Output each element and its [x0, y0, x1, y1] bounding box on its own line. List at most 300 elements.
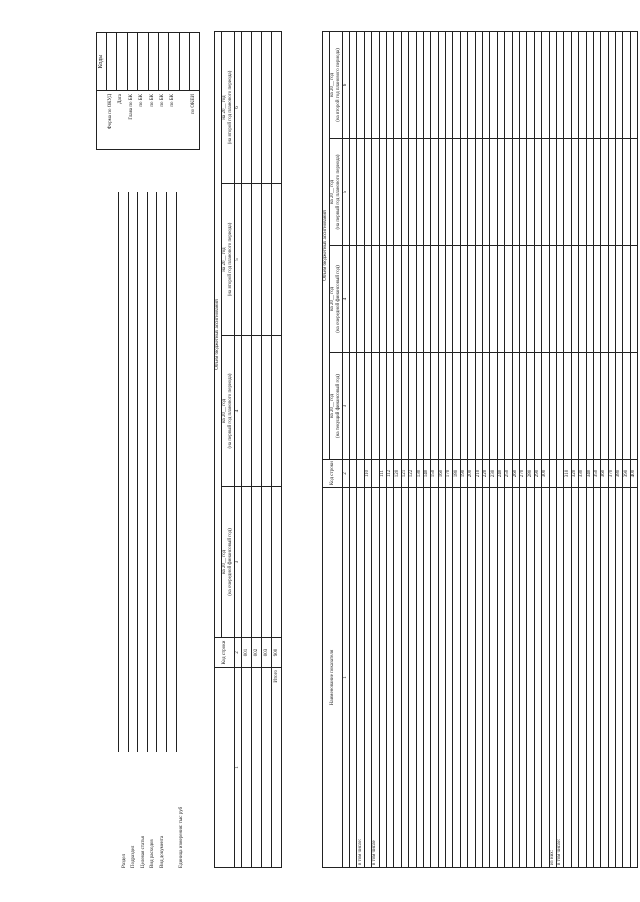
section11-value-cell[interactable] [372, 139, 379, 246]
section11-row-name [490, 488, 497, 868]
section1-row [262, 32, 272, 868]
section11-value-cell[interactable] [364, 246, 371, 353]
section1-value-cell[interactable] [272, 32, 282, 184]
section11-row-code [549, 460, 556, 488]
section11-value-cell[interactable] [468, 32, 475, 139]
section11-value-cell[interactable] [601, 246, 608, 353]
section11-value-cell[interactable] [483, 139, 490, 246]
section1-row-name: Итого [272, 668, 282, 868]
section11-value-cell[interactable] [357, 353, 364, 460]
section11-value-cell[interactable] [453, 353, 460, 460]
section11-year-header [330, 353, 343, 460]
section11-row [623, 32, 630, 868]
section11-row [423, 32, 430, 868]
header-field-label: Единица измерения: тыс руб [179, 806, 185, 868]
section11-value-cell[interactable] [401, 32, 408, 139]
section11-row [438, 32, 445, 868]
section11-row-name [423, 488, 430, 868]
section11-value-cell[interactable] [571, 139, 578, 246]
section11-value-cell[interactable] [608, 139, 615, 246]
section11-value-cell[interactable] [579, 32, 586, 139]
section11-value-cell[interactable] [630, 353, 637, 460]
section11-value-cell[interactable] [564, 246, 571, 353]
section11-col-number: 4 [343, 246, 350, 353]
section11-row [601, 32, 608, 868]
section11-value-cell[interactable] [423, 139, 430, 246]
section11-value-cell[interactable] [497, 139, 504, 246]
section11-row [556, 32, 563, 868]
section11-value-cell[interactable] [490, 246, 497, 353]
section11-num-name: 1 [343, 488, 350, 868]
section11-value-cell[interactable] [350, 246, 357, 353]
section11-value-cell[interactable] [497, 353, 504, 460]
section11-row [586, 32, 593, 868]
section11-value-cell[interactable] [490, 353, 497, 460]
section1-value-cell[interactable] [242, 487, 252, 638]
section1-row [252, 32, 262, 868]
section11-row [608, 32, 615, 868]
section11-value-cell[interactable] [527, 32, 534, 139]
section11-row-code: 220 [483, 460, 490, 488]
section11-value-cell[interactable] [579, 353, 586, 460]
section11-value-cell[interactable] [542, 353, 549, 460]
section11-value-cell[interactable] [571, 353, 578, 460]
section11-value-cell[interactable] [460, 32, 467, 139]
section11-row-name [586, 488, 593, 868]
section11-value-cell[interactable] [446, 246, 453, 353]
section1-row [272, 32, 282, 868]
section11-value-cell[interactable] [364, 353, 371, 460]
section11-row [350, 32, 357, 868]
section11-value-cell[interactable] [534, 353, 541, 460]
section11-row-code: 280 [527, 460, 534, 488]
section11-value-cell[interactable] [512, 246, 519, 353]
section11-value-cell[interactable] [394, 139, 401, 246]
section1-value-cell[interactable] [262, 336, 272, 487]
section11-value-cell[interactable] [416, 246, 423, 353]
section11-value-cell[interactable] [386, 353, 393, 460]
section1-year-note: (на второй год планового периода) [228, 70, 233, 145]
section11-row-code: 290 [534, 460, 541, 488]
section11-value-cell[interactable] [446, 139, 453, 246]
section11-value-cell[interactable] [512, 139, 519, 246]
section11-value-cell[interactable] [394, 32, 401, 139]
section11-row-name [468, 488, 475, 868]
section11-row-name [416, 488, 423, 868]
section11-year: на 20__ год [330, 286, 335, 312]
section11-row-name [394, 488, 401, 868]
section11-value-cell[interactable] [468, 353, 475, 460]
section11-value-cell[interactable] [409, 353, 416, 460]
section11-row [386, 32, 393, 868]
section11-value-cell[interactable] [593, 353, 600, 460]
section1-value-cell[interactable] [262, 184, 272, 336]
section11-value-cell[interactable] [616, 246, 623, 353]
section11-value-cell[interactable] [556, 353, 563, 460]
section1-value-cell[interactable] [262, 32, 272, 184]
section11-row-code: 300 [542, 460, 549, 488]
section11-value-cell[interactable] [527, 246, 534, 353]
section11-row [527, 32, 534, 868]
section11-row [364, 32, 371, 868]
section11-row-code: 250 [505, 460, 512, 488]
section11-value-cell[interactable] [364, 32, 371, 139]
section1-row-name [252, 668, 262, 868]
section11-value-cell[interactable] [623, 353, 630, 460]
section11-value-cell[interactable] [379, 246, 386, 353]
section11-value-cell[interactable] [601, 353, 608, 460]
section1-year-note: (на очередной финансовый год) [228, 528, 233, 596]
section11-value-cell[interactable] [423, 32, 430, 139]
section11-value-cell[interactable] [409, 139, 416, 246]
section11-value-cell[interactable] [512, 353, 519, 460]
section1-col-number: 5 [235, 184, 242, 336]
section11-row [497, 32, 504, 868]
section1-year: на 20__ год [222, 549, 227, 575]
section11-value-cell[interactable] [416, 353, 423, 460]
section11-value-cell[interactable] [608, 353, 615, 460]
section11-value-cell[interactable] [357, 32, 364, 139]
section11-row-name [497, 488, 504, 868]
section11-row-code: 160 [438, 460, 445, 488]
section11-value-cell[interactable] [586, 353, 593, 460]
section11-value-cell[interactable] [386, 32, 393, 139]
section11-col-number: 6 [343, 32, 350, 139]
section11-value-cell[interactable] [475, 353, 482, 460]
codes-row-label: Глава по БК [128, 94, 134, 120]
section11-value-cell[interactable] [438, 246, 445, 353]
section11-value-cell[interactable] [616, 353, 623, 460]
section1-num-code: 2 [235, 638, 242, 668]
section11-value-cell[interactable] [616, 32, 623, 139]
section11-value-cell[interactable] [571, 32, 578, 139]
section11-value-cell[interactable] [564, 139, 571, 246]
section11-value-cell[interactable] [357, 246, 364, 353]
section1-col-group: Объем бюджетных ассигнований [215, 32, 222, 638]
section11-row-code: 260 [512, 460, 519, 488]
section11-value-cell[interactable] [453, 32, 460, 139]
section11-value-cell[interactable] [519, 246, 526, 353]
section11-value-cell[interactable] [409, 246, 416, 353]
section11-value-cell[interactable] [386, 139, 393, 246]
header-field-label: Вид расходов [150, 839, 156, 868]
section1-value-cell[interactable] [242, 336, 252, 487]
section11-value-cell[interactable] [416, 139, 423, 246]
section1-row-code: 900 [272, 638, 282, 668]
section11-row-name [571, 488, 578, 868]
section11-row-name [475, 488, 482, 868]
section1-value-cell[interactable] [262, 487, 272, 638]
section11-value-cell[interactable] [527, 139, 534, 246]
section11-value-cell[interactable] [386, 246, 393, 353]
section11-row [453, 32, 460, 868]
section1-col-number: 6 [235, 32, 242, 184]
section1-value-cell[interactable] [252, 336, 262, 487]
section11-value-cell[interactable] [475, 139, 482, 246]
section11-value-cell[interactable] [527, 353, 534, 460]
section11-value-cell[interactable] [497, 32, 504, 139]
section11-value-cell[interactable] [549, 139, 556, 246]
section11-value-cell[interactable] [564, 353, 571, 460]
section11-value-cell[interactable] [608, 32, 615, 139]
section11-value-cell[interactable] [593, 139, 600, 246]
section11-row [483, 32, 490, 868]
section11-col-code: Код строки [323, 460, 343, 488]
section11-value-cell[interactable] [394, 353, 401, 460]
section11-value-cell[interactable] [630, 32, 637, 139]
section11-value-cell[interactable] [483, 246, 490, 353]
codes-row-label: по БК [149, 94, 155, 107]
section1-row-name [242, 668, 252, 868]
section11-row [571, 32, 578, 868]
section1-value-cell[interactable] [272, 184, 282, 336]
header-field-label: Раздел [121, 853, 127, 868]
section11-value-cell[interactable] [608, 246, 615, 353]
header-field-label: Вид документа [160, 835, 165, 868]
section11-value-cell[interactable] [431, 32, 438, 139]
section11-row [519, 32, 526, 868]
section1-row [242, 32, 252, 868]
section1-col-name [215, 668, 235, 868]
section11-value-cell[interactable] [542, 32, 549, 139]
section11-num-code: 2 [343, 460, 350, 488]
section11-value-cell[interactable] [542, 246, 549, 353]
section11-value-cell[interactable] [468, 246, 475, 353]
section11-row-code: 400 [630, 460, 637, 488]
section11-row [401, 32, 408, 868]
section11-value-cell[interactable] [431, 246, 438, 353]
section11-row-name [401, 488, 408, 868]
section1-year: на 20__ год [222, 247, 227, 272]
section1-year-note: (на первый год планового периода) [228, 373, 233, 449]
section11-value-cell[interactable] [519, 139, 526, 246]
section11-value-cell[interactable] [497, 246, 504, 353]
section11-value-cell[interactable] [490, 32, 497, 139]
section11-row-name [446, 488, 453, 868]
section11-value-cell[interactable] [519, 32, 526, 139]
section11-value-cell[interactable] [350, 32, 357, 139]
section11-row-code: 370 [608, 460, 615, 488]
section11-col-group: Объем бюджетных ассигнований [323, 32, 330, 460]
codes-row-label: Дата [118, 94, 124, 104]
header-field-label: Подраздел [131, 845, 137, 868]
section11-row-code: 320 [571, 460, 578, 488]
section11-value-cell[interactable] [409, 32, 416, 139]
section11-value-cell[interactable] [630, 246, 637, 353]
section11-value-cell[interactable] [379, 139, 386, 246]
header-field-line[interactable] [118, 192, 119, 752]
section11-row-name [505, 488, 512, 868]
section11-value-cell[interactable] [623, 139, 630, 246]
section11-value-cell[interactable] [438, 139, 445, 246]
section11-value-cell[interactable] [579, 139, 586, 246]
section11-value-cell[interactable] [460, 246, 467, 353]
codes-row-label: Форма по ОКУД [108, 94, 113, 130]
section11-col-name: Наименование показателя [323, 488, 343, 868]
section11-value-cell[interactable] [549, 246, 556, 353]
section11-row [468, 32, 475, 868]
section11-value-cell[interactable] [586, 32, 593, 139]
section11-value-cell[interactable] [431, 353, 438, 460]
section1-value-cell[interactable] [252, 487, 262, 638]
section11-row [357, 32, 364, 868]
section11-value-cell[interactable] [571, 246, 578, 353]
section11-value-cell[interactable] [423, 353, 430, 460]
section11-value-cell[interactable] [519, 353, 526, 460]
section11-value-cell[interactable] [579, 246, 586, 353]
section11-row-code: 310 [564, 460, 571, 488]
section11-value-cell[interactable] [401, 353, 408, 460]
section11-value-cell[interactable] [350, 353, 357, 460]
section11-value-cell[interactable] [372, 353, 379, 460]
section11-row [579, 32, 586, 868]
section11-row-code: 111 [379, 460, 386, 488]
section11-value-cell[interactable] [483, 353, 490, 460]
section11-value-cell[interactable] [601, 139, 608, 246]
header-field-line[interactable] [166, 192, 167, 752]
section1-year-header [222, 184, 235, 336]
section11-value-cell[interactable] [623, 246, 630, 353]
section11-row-code: 390 [623, 460, 630, 488]
section11-value-cell[interactable] [593, 246, 600, 353]
section11-value-cell[interactable] [431, 139, 438, 246]
codes-row-label: по БК [160, 94, 165, 107]
section11-value-cell[interactable] [453, 246, 460, 353]
section11-row [431, 32, 438, 868]
section11-row-name [364, 488, 371, 868]
section11-value-cell[interactable] [468, 139, 475, 246]
section11-value-cell[interactable] [534, 32, 541, 139]
section11-value-cell[interactable] [438, 353, 445, 460]
section11-value-cell[interactable] [475, 32, 482, 139]
section11-row-name [623, 488, 630, 868]
section1-value-cell[interactable] [242, 184, 252, 336]
section11-row-code: 130 [416, 460, 423, 488]
section11-value-cell[interactable] [549, 32, 556, 139]
section11-value-cell[interactable] [394, 246, 401, 353]
section11-row-code: 121 [401, 460, 408, 488]
header-field-line[interactable] [176, 192, 177, 752]
section11-value-cell[interactable] [556, 32, 563, 139]
section11-row-code: 330 [579, 460, 586, 488]
section11-row-code: 110 [364, 460, 371, 488]
section1-value-cell[interactable] [272, 336, 282, 487]
section11-row [460, 32, 467, 868]
section11-row-code: 180 [453, 460, 460, 488]
section11-value-cell[interactable] [556, 139, 563, 246]
section11-value-cell[interactable] [505, 353, 512, 460]
section11-value-cell[interactable] [534, 246, 541, 353]
section1-row-code: 003 [262, 638, 272, 668]
section1-value-cell[interactable] [242, 32, 252, 184]
section11-row-name [350, 488, 357, 868]
section11-row-name [386, 488, 393, 868]
section11-value-cell[interactable] [357, 139, 364, 246]
section11-row [512, 32, 519, 868]
section11-value-cell[interactable] [505, 139, 512, 246]
section11-year-header [330, 139, 343, 246]
section11-value-cell[interactable] [379, 32, 386, 139]
section11-value-cell[interactable] [379, 353, 386, 460]
header-field-line[interactable] [128, 192, 129, 752]
section11-value-cell[interactable] [475, 246, 482, 353]
section11-value-cell[interactable] [534, 139, 541, 246]
section11-value-cell[interactable] [542, 139, 549, 246]
section11-value-cell[interactable] [401, 139, 408, 246]
section11-value-cell[interactable] [372, 246, 379, 353]
header-field-line[interactable] [147, 192, 148, 752]
section11-value-cell[interactable] [401, 246, 408, 353]
section1-value-cell[interactable] [252, 184, 262, 336]
section11-value-cell[interactable] [623, 32, 630, 139]
section11-value-cell[interactable] [505, 32, 512, 139]
section1-col-number: 3 [235, 487, 242, 638]
section11-value-cell[interactable] [549, 353, 556, 460]
section11-value-cell[interactable] [593, 32, 600, 139]
section11-value-cell[interactable] [460, 139, 467, 246]
section11-value-cell[interactable] [616, 139, 623, 246]
section11-value-cell[interactable] [586, 246, 593, 353]
section11-value-cell[interactable] [350, 139, 357, 246]
header-field-line[interactable] [156, 192, 157, 752]
section11-value-cell[interactable] [446, 353, 453, 460]
section11-value-cell[interactable] [490, 139, 497, 246]
section11-value-cell[interactable] [512, 32, 519, 139]
section11-value-cell[interactable] [453, 139, 460, 246]
section1-value-cell[interactable] [272, 487, 282, 638]
section11-row-name [512, 488, 519, 868]
header-field-line[interactable] [137, 192, 138, 752]
section11-value-cell[interactable] [483, 32, 490, 139]
section11-value-cell[interactable] [601, 32, 608, 139]
section11-value-cell[interactable] [630, 139, 637, 246]
section11-table [322, 31, 638, 868]
section11-row-code [357, 460, 364, 488]
section11-row-name [616, 488, 623, 868]
section11-value-cell[interactable] [586, 139, 593, 246]
section11-value-cell[interactable] [564, 32, 571, 139]
section11-year: на 20__ год [330, 393, 335, 419]
section11-row-name [534, 488, 541, 868]
section11-row-code: 230 [490, 460, 497, 488]
section11-year: на 20__ год [330, 72, 335, 98]
section11-row-name [519, 488, 526, 868]
codes-row-label: по БК [139, 94, 145, 107]
section11-row-name [564, 488, 571, 868]
section11-row-code: 120 [394, 460, 401, 488]
section11-value-cell[interactable] [446, 32, 453, 139]
section11-row-name [601, 488, 608, 868]
section1-value-cell[interactable] [252, 32, 262, 184]
section11-row-name: в том числе [372, 488, 379, 868]
section11-row-code: 380 [616, 460, 623, 488]
section11-row [379, 32, 386, 868]
section11-row-name [483, 488, 490, 868]
section11-value-cell[interactable] [505, 246, 512, 353]
section11-value-cell[interactable] [372, 32, 379, 139]
section11-value-cell[interactable] [460, 353, 467, 460]
section11-row [630, 32, 637, 868]
section11-row-name: в том числе: [556, 488, 563, 868]
section11-row-code [556, 460, 563, 488]
codes-row-label: по БК [170, 94, 176, 107]
section11-row [490, 32, 497, 868]
section11-value-cell[interactable] [423, 246, 430, 353]
section11-value-cell[interactable] [438, 32, 445, 139]
section11-value-cell[interactable] [416, 32, 423, 139]
section11-value-cell[interactable] [364, 139, 371, 246]
section11-value-cell[interactable] [556, 246, 563, 353]
